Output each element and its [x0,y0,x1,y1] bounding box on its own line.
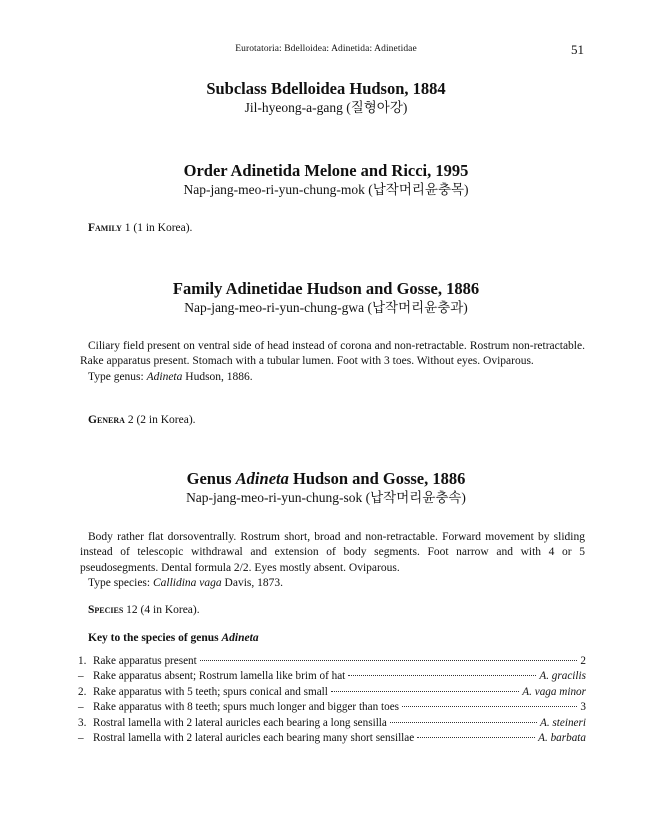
order-heading [0,161,652,199]
genus-title: Genus Adineta Hudson and Gosse, 1886 [186,469,466,488]
family-count-value: 1 (1 in Korea). [124,222,193,234]
family-description-body: Ciliary field present on ventral side of head instead of corona and non-retractable. Rostrum non-retractable. Rake apparatus present. Stomach with a tubular lumen. Foot with 3 toes. Without eyes. Oviparous. [80,340,585,368]
running-head: Eurotatoria: Bdelloidea: Adinetida: Adinetidae [235,44,417,54]
genus-type-species [80,576,585,591]
key-row: 3. Rostral lamella with 2 lateral auricles each bearing a long sensilla A. steineri [78,716,586,729]
type-species-author: Davis, 1873. [224,576,284,589]
key-row: – Rake apparatus with 8 teeth; spurs much longer and bigger than toes 3 [78,701,586,714]
type-genus-label: Type genus: [88,370,144,383]
genus-description-body: Body rather flat dorsoventrally. Rostrum short, broad and non-retractable. Forward movement by sliding instead of telescopic withdrawal and extension of body segments. Foot narrow and with 4 or 5 pseudosegments. Dental formula 2/2. Eyes mostly absent. Oviparous. [80,531,585,574]
key-title: Key to the species of genus Adineta [88,632,259,644]
species-key [78,655,586,747]
order-korean: Nap-jang-meo-ri-yun-chung-mok (납작머리윤충목) [183,182,469,197]
genus-heading [0,469,652,507]
page-number: 51 [571,42,584,57]
key-row: – Rostral lamella with 2 lateral auricles each bearing many short sensillae A. barbata [78,731,586,744]
genus-title-name: Adineta [235,469,289,488]
family-type-genus [80,370,585,385]
species-count-value: 12 (4 in Korea). [126,604,200,616]
subclass-heading [0,79,652,117]
key-row: – Rake apparatus absent; Rostrum lamella like brim of hat A. gracilis [78,670,586,683]
genera-count-label: Genera [88,414,125,426]
subclass-title: Subclass Bdelloidea Hudson, 1884 [206,79,446,98]
type-species-name: Callidina vaga [152,576,222,589]
type-genus-name: Adineta [146,370,183,383]
genus-description [80,530,585,591]
key-row: 1. Rake apparatus present 2 [78,655,586,667]
key-row: 2. Rake apparatus with 5 teeth; spurs conical and small A. vaga minor [78,685,586,698]
type-genus-author: Hudson, 1886. [185,370,253,383]
species-count [88,603,200,618]
order-title: Order Adinetida Melone and Ricci, 1995 [183,161,469,180]
family-korean: Nap-jang-meo-ri-yun-chung-gwa (납작머리윤충과) [184,300,468,315]
type-species-label: Type species: [88,576,151,589]
key-title-name: Adineta [221,632,259,644]
family-count [88,221,192,236]
family-title: Family Adinetidae Hudson and Gosse, 1886 [172,279,480,298]
subclass-korean: Jil-hyeong-a-gang (질형아강) [244,100,408,115]
family-heading [0,279,652,317]
genera-count [88,413,196,428]
species-count-label: Species [88,604,124,616]
genera-count-value: 2 (2 in Korea). [127,414,196,426]
family-count-label: Family [88,222,122,234]
family-description [80,339,585,385]
genus-korean: Nap-jang-meo-ri-yun-chung-sok (납작머리윤충속) [186,490,466,505]
